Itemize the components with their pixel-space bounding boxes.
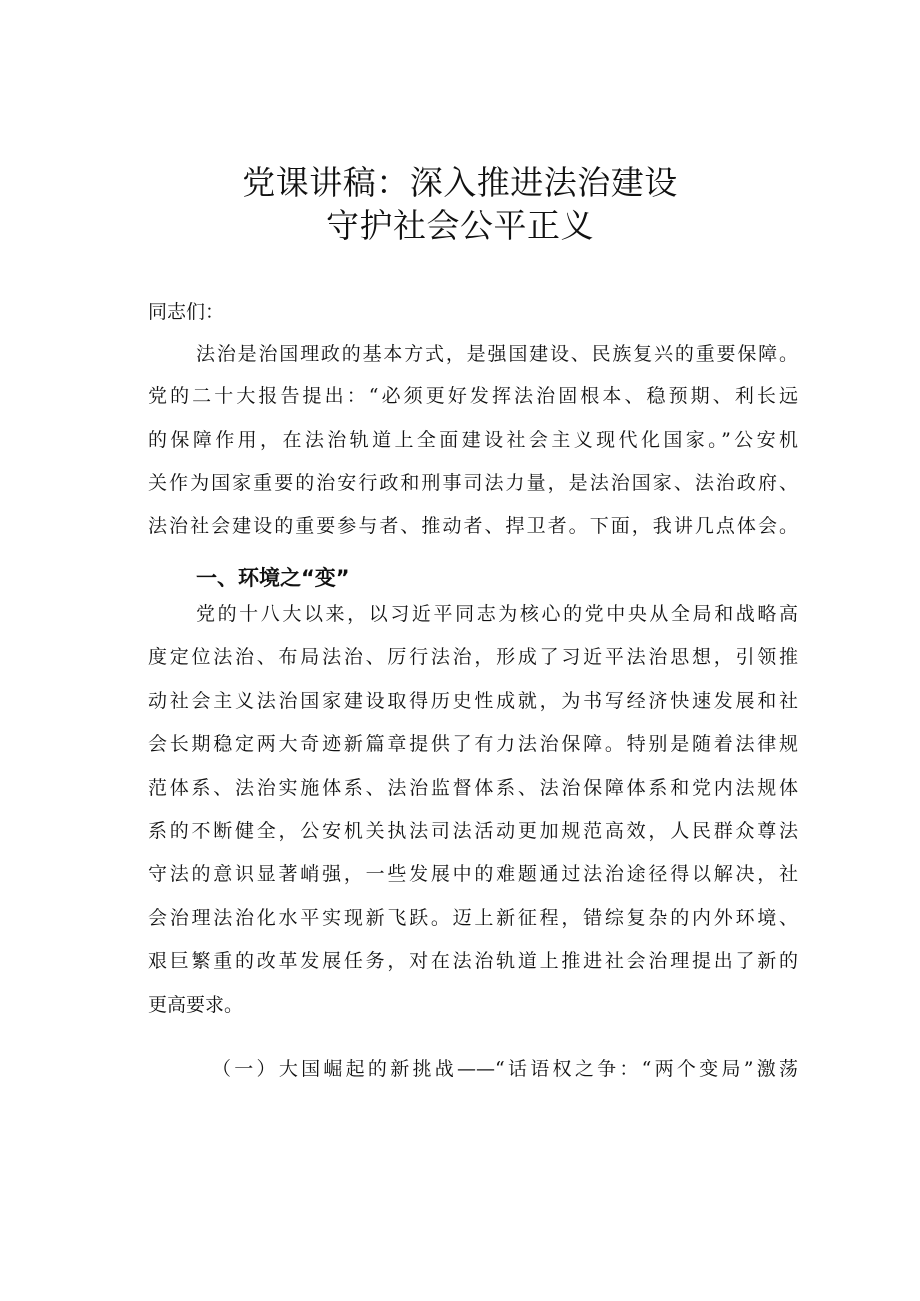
intro-paragraph-line: 党的二十大报告提出：“必须更好发挥法治固根本、稳预期、利长远 [148, 385, 798, 407]
document-title-line-1: 党课讲稿：深入推进法治建设 [242, 163, 678, 202]
intro-paragraph-line: 关作为国家重要的治安行政和刑事司法力量，是法治国家、法治政府、 [148, 472, 798, 494]
section-paragraph-line: 度定位法治、布局法治、厉行法治，形成了习近平法治思想，引领推 [148, 646, 798, 668]
section-paragraph-line: 艰巨繁重的改革发展任务，对在法治轨道上推进社会治理提出了新的 [148, 950, 798, 972]
intro-paragraph-line: 法治是治国理政的基本方式，是强国建设、民族复兴的重要保障。 [196, 343, 798, 365]
section-heading: 一、环境之“变” [196, 566, 350, 590]
section-paragraph-line: 范体系、法治实施体系、法治监督体系、法治保障体系和党内法规体 [148, 777, 798, 799]
intro-paragraph-line: 法治社会建设的重要参与者、推动者、捍卫者。下面，我讲几点体会。 [148, 515, 798, 537]
section-paragraph-line: 守法的意识显著峭强，一些发展中的难题通过法治途径得以解决，社 [148, 863, 798, 885]
section-paragraph-line: 会治理法治化水平实现新飞跃。迈上新征程，错综复杂的内外环境、 [148, 907, 798, 929]
document-title-line-2: 守护社会公平正义 [326, 206, 594, 245]
subsection-heading: （一）大国崛起的新挑战——“话语权之争：“两个变局”激荡 [212, 1058, 798, 1080]
section-paragraph-line: 党的十八大以来，以习近平同志为核心的党中央从全局和战略高 [196, 603, 798, 625]
section-paragraph-line: 动社会主义法治国家建设取得历史性成就，为书写经济快速发展和社 [148, 690, 798, 712]
salutation: 同志们： [148, 301, 225, 323]
section-paragraph-line: 系的不断健全，公安机关执法司法活动更加规范高效，人民群众尊法 [148, 820, 798, 842]
section-paragraph-line: 更高要求。 [148, 994, 244, 1016]
intro-paragraph-line: 的保障作用，在法治轨道上全面建设社会主义现代化国家。”公安机 [148, 429, 798, 451]
section-paragraph-line: 会长期稳定两大奇迹新篇章提供了有力法治保障。特别是随着法律规 [148, 733, 798, 755]
